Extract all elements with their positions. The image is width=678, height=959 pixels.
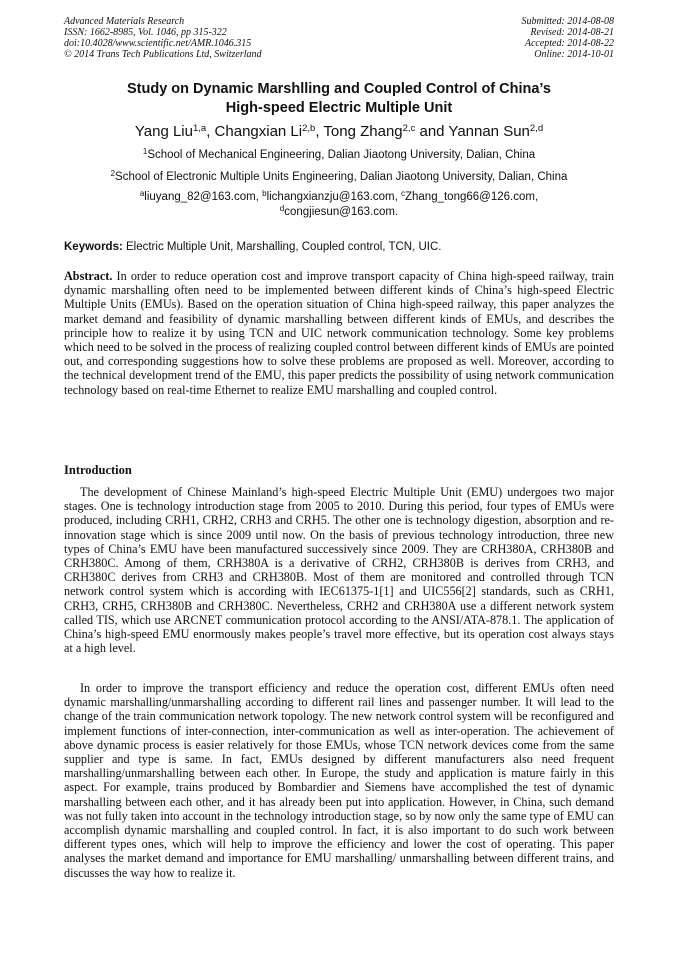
email-mark: c	[400, 189, 405, 198]
email-mark: d	[279, 204, 285, 213]
author-affil-mark: 2,c	[402, 123, 416, 134]
date-revised: Revised: 2014-08-21	[530, 27, 614, 38]
author-separator: ,	[315, 123, 324, 140]
author-affil-mark: 1,a	[192, 123, 207, 134]
affiliation-mark: 1	[142, 147, 148, 156]
abstract	[64, 269, 614, 397]
author-name: Yannan Sun	[448, 123, 530, 140]
introduction-paragraph: The development of Chinese Mainland’s high-speed Electric Multiple Unit (EMU) undergoes two major stages. One is technology introduction stage from 2005 to 2010. During this period, four types of EMUs were produced, including CRH1, CRH2, CRH3 and CRH5. The other one is technology digestion, absorption and re-innovation stage which is since 2009 until now. On the basis of previous technology introduction, three new types of China’s EMU have been manufactured successively since 2009. They are CRH380A, CRH380B and CRH380C. Among of them, CRH380A is a derivative of CRH2, CRH380B is derives from CRH3, and CRH380C derives from CRH3 and CRH380B. Most of them are monitored and controlled through TCN network control system which is according with IEC61375-1[1] and UIC556[2] standards, such as CRH1, CRH3, CRH5, CRH380B and CRH380C. Nevertheless, CRH2 and CRH380A use a different network system called TIS, which use ARCNET communication protocol according to the ANSI/ATA-878.1. The application of China’s high-speed EMU enormously makes people’s travel more effective, but its operation cost always stays at a high level.	[64, 485, 614, 656]
affiliation-1	[40, 147, 638, 163]
affiliation-2	[40, 169, 638, 185]
author-separator: and	[415, 123, 449, 140]
paper-title	[40, 80, 638, 118]
author-separator: ,	[206, 123, 215, 140]
email-mark: b	[262, 189, 267, 198]
keywords	[64, 240, 614, 255]
journal-info	[64, 16, 262, 60]
date-online: Online: 2014-10-01	[534, 49, 614, 60]
publication-dates	[522, 16, 615, 60]
keywords-text: Electric Multiple Unit, Marshalling, Coupled control, TCN, UIC.	[122, 241, 442, 253]
email-address: congjiesun@163.com.	[284, 206, 399, 218]
introduction-paragraph: In order to improve the transport efficiency and reduce the operation cost, different EMUs often need dynamic marshalling/unmarshalling according to different rail lines and passenger number. It will lead to the change of the train communication network topology. The new network control system will be reconfigured and implement functions of inter-connection, inter-communication as well as inter-operation. The achievement of above dynamic process is easier relatively for those EMUs, whose TCN network devices come from the same supplier and type is same. In fact, EMUs designed by different manufacturers also need frequent marshalling/unmarshalling between each other. In Europe, the study and application is mature fairly in this aspect. For example, trains produced by Bombardier and Siemens have accomplished the test of dynamic marshalling between each other, and it has already been put into application. However, in China, such demand was not fully taken into account in the technology introduction stage, so by now only the same type of EMU can accomplish dynamic marshalling and coupled control. In fact, it is also important to do such work between different types ones, which will help to improve the efficiency and lower the cost of operating. This paper analyses the market demand and importance for EMU marshalling/ unmarshalling between different trains, and discusses the way how to realize it.	[64, 681, 614, 880]
title-line: Study on Dynamic Marshlling and Coupled Control of China’s	[126, 81, 551, 97]
email-address: liuyang_82@163.com,	[144, 191, 263, 203]
title-line: High-speed Electric Multiple Unit	[225, 100, 453, 116]
journal-name: Advanced Materials Research	[64, 16, 185, 27]
date-accepted: Accepted: 2014-08-22	[524, 38, 614, 49]
email-address: lichangxianzju@163.com,	[266, 191, 401, 203]
affiliation-text: School of Electronic Multiple Units Engineering, Dalian Jiaotong University, Dalian, China	[115, 171, 568, 183]
abstract-label: Abstract.	[64, 269, 113, 283]
journal-doi: doi:10.4028/www.scientific.net/AMR.1046.315	[64, 38, 252, 49]
author-name: Yang Liu	[134, 123, 193, 140]
date-submitted: Submitted: 2014-08-08	[521, 16, 614, 27]
author-emails	[60, 190, 618, 220]
keywords-label: Keywords:	[64, 241, 123, 253]
author-list	[40, 122, 638, 141]
introduction-heading: Introduction	[64, 463, 132, 477]
journal-issn: ISSN: 1662-8985, Vol. 1046, pp 315-322	[64, 27, 227, 38]
abstract-text: In order to reduce operation cost and improve transport capacity of China high-speed railway, train dynamic marshalling often need to be implemented between different kinds of China’s high-speed Electric Multiple Units (EMUs). Based on the operation situation of China high-speed railway, this paper analyzes the market demand and feasibility of dynamic marshalling between different kinds of EMUs, and describes the principle how to realize it by using TCN and UIC network communication technology. Some key problems which need to be solved in the process of realizing coupled control between different kinds of EMUs are pointed out, and corresponding suggestions how to solve these problems are proposed as well. Moreover, according to the technical development trend of the EMU, this paper predicts the possibility of using network communication technology based on real-time Ethernet to realize EMU marshalling and coupled control.	[64, 269, 614, 397]
author-name: Changxian Li	[214, 123, 303, 140]
affiliation-text: School of Mechanical Engineering, Dalian Jiaotong University, Dalian, China	[147, 149, 536, 161]
author-affil-mark: 2,b	[302, 123, 316, 134]
email-mark: a	[139, 189, 145, 198]
author-affil-mark: 2,d	[529, 123, 544, 134]
affiliation-mark: 2	[110, 169, 116, 178]
author-name: Tong Zhang	[323, 123, 403, 140]
journal-copyright: © 2014 Trans Tech Publications Ltd, Switzerland	[64, 49, 262, 60]
email-address: Zhang_tong66@126.com,	[404, 191, 539, 203]
